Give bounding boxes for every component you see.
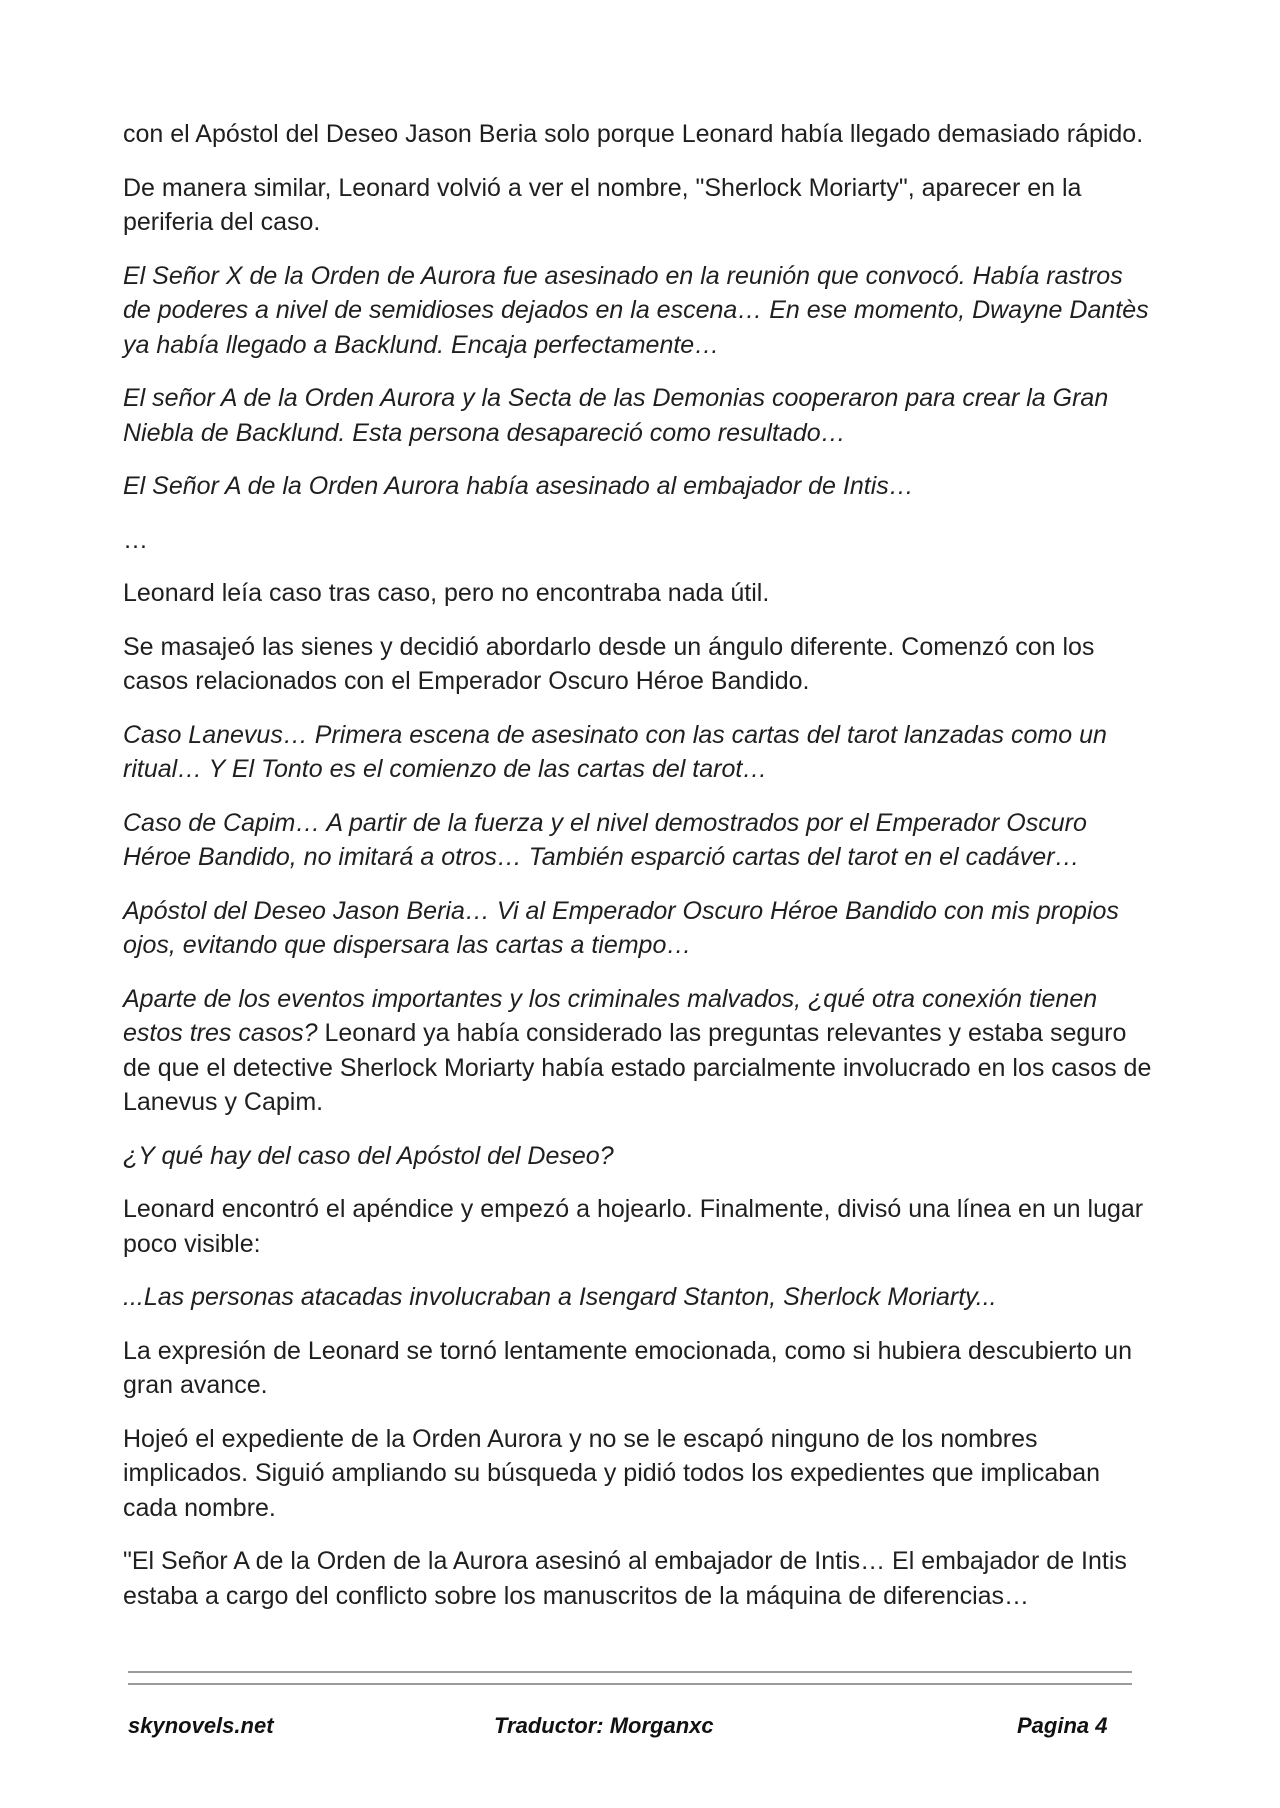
paragraph-italic: Caso de Capim… A partir de la fuerza y el nivel demostrados por el Emperador Oscuro Héroe Bandido, no imitará a otros… También esparció cartas del tarot en el cadáver… [123,808,1087,871]
paragraph-mixed [123,982,1153,1120]
paragraph-italic: Apóstol del Deseo Jason Beria… Vi al Emperador Oscuro Héroe Bandido con mis propios ojos, evitando que dispersara las cartas a tiempo… [123,896,1119,959]
footer-page-number: Pagina 4 [1017,1713,1108,1738]
paragraph: La expresión de Leonard se tornó lentamente emocionada, como si hubiera descubierto un gran avance. [123,1336,1132,1399]
paragraph-italic: El Señor A de la Orden Aurora había asesinado al embajador de Intis… [123,472,914,500]
footer-site: skynovels.net [128,1713,274,1738]
paragraph: Se masajeó las sienes y decidió abordarlo desde un ángulo diferente. Comenzó con los casos relacionados con el Emperador Oscuro Héroe Bandido. [123,632,1095,695]
footer-divider-top [128,1671,1132,1673]
paragraph: Leonard leía caso tras caso, pero no encontraba nada útil. [123,579,770,607]
paragraph-italic-part: Aparte de los eventos importantes y los criminales malvados, ¿qué otra conexión tienen estos tres casos? [123,984,1098,1047]
paragraph-italic: ...Las personas atacadas involucraban a Isengard Stanton, Sherlock Moriarty... [123,1283,997,1311]
paragraph-italic: Caso Lanevus… Primera escena de asesinato con las cartas del tarot lanzadas como un ritual… Y El Tonto es el comienzo de las cartas del tarot… [123,720,1107,783]
paragraph: De manera similar, Leonard volvió a ver el nombre, "Sherlock Moriarty", aparecer en la periferia del caso. [123,173,1082,236]
ellipsis-line: … [123,525,148,554]
paragraph: Leonard encontró el apéndice y empezó a hojearlo. Finalmente, divisó una línea en un lugar poco visible: [123,1195,1144,1258]
body-text [123,117,1153,1632]
footer-translator: Traductor: Morganxc [494,1713,714,1738]
paragraph: Hojeó el expediente de la Orden Aurora y no se le escapó ninguno de los nombres implicados. Siguió ampliando su búsqueda y pidió todos los expedientes que implicaban cada nombre. [123,1424,1101,1522]
paragraph: con el Apóstol del Deseo Jason Beria solo porque Leonard había llegado demasiado rápido. [123,120,1144,148]
paragraph-normal-part: Leonard ya había considerado las preguntas relevantes y estaba seguro de que el detective Sherlock Moriarty había estado parcialmente involucrado en los casos de Lanevus y Capim. [123,1019,1152,1116]
paragraph-italic: ¿Y qué hay del caso del Apóstol del Deseo? [123,1141,614,1170]
paragraph-italic: El señor A de la Orden Aurora y la Secta de las Demonias cooperaron para crear la Gran Niebla de Backlund. Esta persona desapareció como resultado… [123,384,1109,447]
paragraph-italic: El Señor X de la Orden de Aurora fue asesinado en la reunión que convocó. Había rastros de poderes a nivel de semidioses dejados en la escena… En ese momento, Dwayne Dantès ya había llegado a Backlund. Encaja perfectamente… [123,261,1149,359]
paragraph: "El Señor A de la Orden de la Aurora asesinó al embajador de Intis… El embajador de Intis estaba a cargo del conflicto sobre los manuscritos de la máquina de diferencias… [123,1547,1127,1610]
footer-divider-bottom [128,1683,1132,1685]
